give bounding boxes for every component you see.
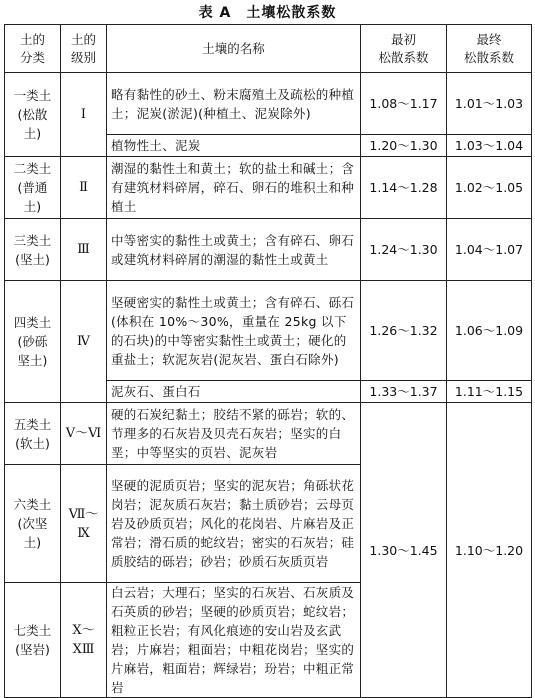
soil-loosening-table — [4, 24, 532, 698]
initial-coef-cell: 1.26～1.32 — [361, 281, 447, 381]
soil-name-cell: 略有黏性的砂土、粉末腐殖土及疏松的种植土；泥炭(淤泥)(种植土、泥炭除外) — [107, 73, 361, 135]
header-final: 最终 松散系数 — [447, 25, 532, 73]
category-cell: 五类土 (软土) — [5, 403, 61, 465]
initial-coef-cell: 1.14～1.28 — [361, 157, 447, 219]
grade-cell: Ⅴ～Ⅵ — [61, 403, 107, 465]
table-caption: 表 A 土壤松散系数 — [198, 5, 337, 21]
soil-name-cell: 中等密实的黏性土或黄土；含有碎石、卵石或建筑材料碎屑的潮湿的黏性土或黄土 — [107, 219, 361, 281]
header-name: 土壤的名称 — [107, 25, 361, 73]
category-cell: 一类土 (松散土) — [5, 73, 61, 157]
final-coef-cell: 1.01～1.03 — [447, 73, 532, 135]
final-coef-cell: 1.06～1.09 — [447, 281, 532, 381]
final-coef-cell: 1.11～1.15 — [447, 381, 532, 403]
final-coef-cell: 1.04～1.07 — [447, 219, 532, 281]
header-row — [5, 25, 532, 73]
grade-cell: Ⅱ — [61, 157, 107, 219]
table-row — [5, 281, 532, 381]
initial-coef-cell: 1.08～1.17 — [361, 73, 447, 135]
grade-cell: Ⅹ～ⅩⅢ — [61, 583, 107, 698]
category-cell: 三类土 (坚土) — [5, 219, 61, 281]
category-cell: 六类土 (次坚土) — [5, 465, 61, 583]
category-cell: 二类土 (普通土) — [5, 157, 61, 219]
grade-cell: Ⅳ — [61, 281, 107, 403]
grade-cell: Ⅶ～Ⅸ — [61, 465, 107, 583]
initial-coef-cell: 1.33～1.37 — [361, 381, 447, 403]
final-coef-cell: 1.02～1.05 — [447, 157, 532, 219]
initial-coef-cell: 1.30～1.45 — [361, 403, 447, 698]
header-category: 土的 分类 — [5, 25, 61, 73]
table-row — [5, 219, 532, 281]
soil-name-cell: 坚硬密实的黏性土或黄土；含有碎石、砾石(体积在 10%～30%，重量在 25kg 以下的石块)的中等密实黏性土或黄土；硬化的重盐土；软泥灰岩(泥灰岩、蛋白石除外) — [107, 281, 361, 381]
category-cell: 七类土 (坚岩) — [5, 583, 61, 698]
soil-name-cell: 泥灰石、蛋白石 — [107, 381, 361, 403]
final-coef-cell: 1.10～1.20 — [447, 403, 532, 698]
table-row — [5, 157, 532, 219]
table-row — [5, 73, 532, 135]
grade-cell: Ⅲ — [61, 219, 107, 281]
header-grade: 土的 级别 — [61, 25, 107, 73]
initial-coef-cell: 1.24～1.30 — [361, 219, 447, 281]
soil-name-cell: 硬的石炭纪黏土；胶结不紧的砾岩；软的、节理多的石灰岩及贝壳石灰岩；坚实的白垩；中等坚实的页岩、泥灰岩 — [107, 403, 361, 465]
initial-coef-cell: 1.20～1.30 — [361, 135, 447, 157]
soil-name-cell: 植物性土、泥炭 — [107, 135, 361, 157]
final-coef-cell: 1.03～1.04 — [447, 135, 532, 157]
soil-name-cell: 白云岩；大理石；坚实的石灰岩、石灰质及石英质的砂岩；坚硬的砂质页岩；蛇纹岩；粗粒正长岩；有风化痕迹的安山岩及玄武岩；片麻岩；粗面岩；中粗花岗岩；坚实的片麻岩，粗面岩；辉绿岩；玢岩；中粗正常岩 — [107, 583, 361, 698]
grade-cell: Ⅰ — [61, 73, 107, 157]
category-cell: 四类土 (砂砾 坚土) — [5, 281, 61, 403]
header-initial: 最初 松散系数 — [361, 25, 447, 73]
soil-name-cell: 潮湿的黏性土和黄土；软的盐土和碱土；含有建筑材料碎屑，碎石、卵石的堆积土和种植土 — [107, 157, 361, 219]
soil-name-cell: 坚硬的泥质页岩；坚实的泥灰岩；角砾状花岗岩；泥灰质石灰岩；黏土质砂岩；云母页岩及砂质页岩；风化的花岗岩、片麻岩及正常岩；滑石质的蛇纹岩；密实的石灰岩；硅质胶结的砾岩；砂岩；砂质石灰质页岩 — [107, 465, 361, 583]
table-row — [5, 403, 532, 465]
